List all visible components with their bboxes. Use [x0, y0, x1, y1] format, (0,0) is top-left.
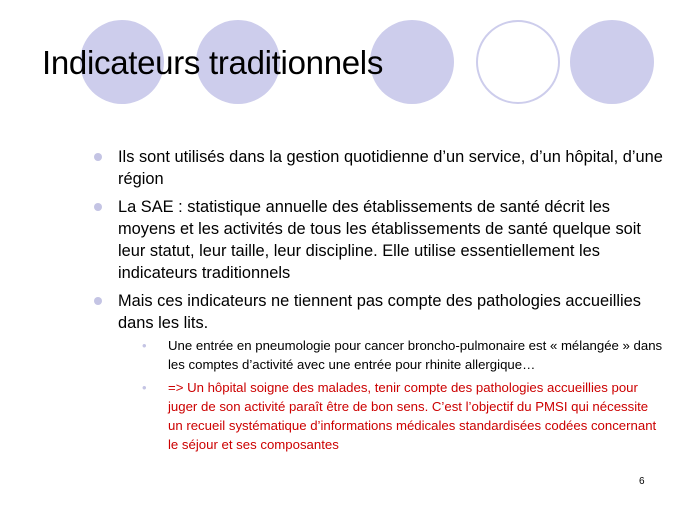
bullet-text: Ils sont utilisés dans la gestion quotidienne d’un service, d’un hôpital, d’une région [118, 148, 663, 188]
bullet-text: Mais ces indicateurs ne tiennent pas compte des pathologies accueillies dans les lits. [118, 292, 641, 332]
bullet-icon [94, 297, 102, 305]
bullet-item [94, 146, 664, 190]
bullet-icon [94, 203, 102, 211]
decorative-circle [570, 20, 654, 104]
decorative-circle-outline [476, 20, 560, 104]
bullet-text: La SAE : statistique annuelle des établissements de santé décrit les moyens et les activités de tous les établissements de santé quelque soit leur statut, leur taille, leur discipline. Elle utilise essentiellement les indicateurs traditionnels [118, 198, 641, 282]
sub-bullet-item-emphasis [142, 378, 664, 454]
sub-bullet-text: Une entrée en pneumologie pour cancer broncho-pulmonaire est « mélangée » dans les comptes d’activité avec une entrée pour rhinite allergique… [168, 338, 663, 372]
sub-bullet-text: => Un hôpital soigne des malades, tenir compte des pathologies accueillies pour juger de son activité paraît être de bon sens. C’est l’objectif du PMSI qui nécessite un recueil systématique d’informations médicales standardisées codées concernant le séjour et ses composantes [168, 380, 657, 452]
sub-bullet-item [142, 336, 664, 374]
sub-bullet-icon: • [142, 380, 147, 395]
bullet-list [94, 146, 664, 460]
bullet-item [94, 290, 664, 454]
bullet-item [94, 196, 664, 284]
bullet-icon [94, 153, 102, 161]
slide-title: Indicateurs traditionnels [42, 44, 384, 81]
sub-bullet-icon: • [142, 338, 147, 353]
sub-bullet-list [118, 336, 664, 454]
page-number: 6 [639, 476, 645, 487]
